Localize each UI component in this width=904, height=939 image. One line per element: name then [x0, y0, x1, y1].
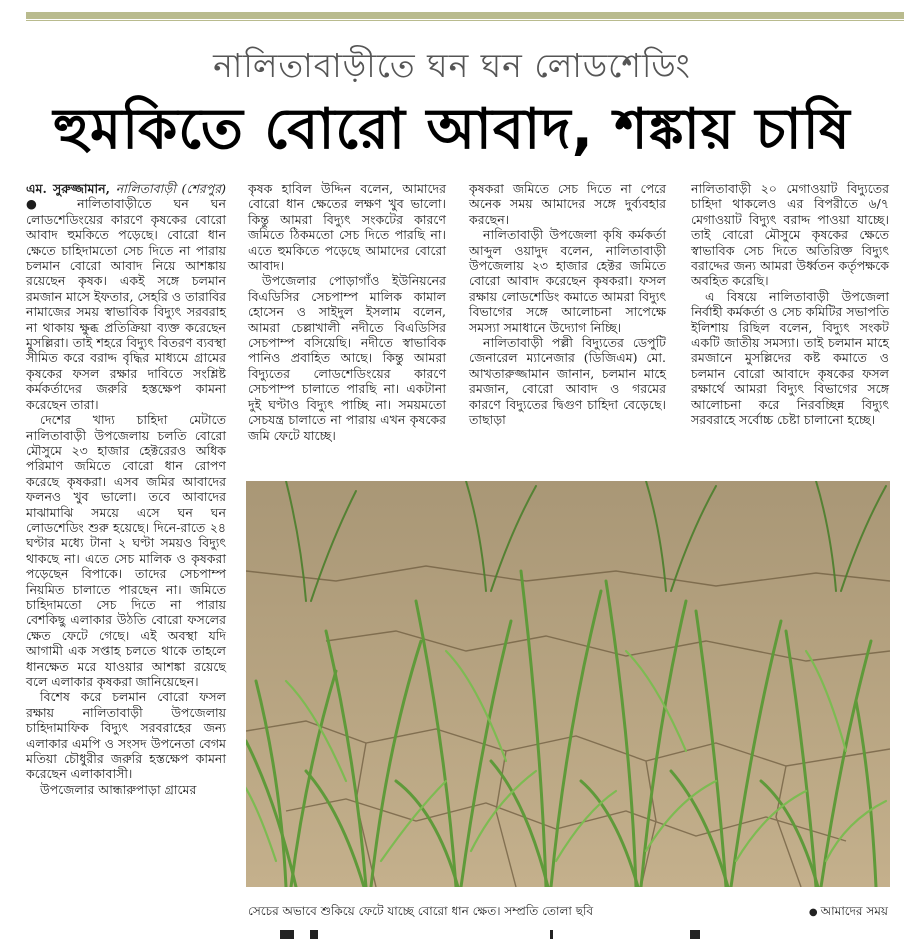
byline-author: এম. সুরুজ্জামান,: [26, 181, 110, 196]
article-column-1: [26, 181, 226, 797]
rice-field-photo: [246, 481, 890, 887]
kicker-subheadline: নালিতাবাড়ীতে ঘন ঘন লোডশেডিং: [213, 46, 691, 85]
paragraph: বিশেষ করে চলমান বোরো ফসল রক্ষায় নালিতাবাড়ী উপজেলায় চাহিদামাফিক বিদ্যুৎ সরবরাহের জন্য এলাকার এমপি ও সংসদ উপনেতা বেগম মতিয়া চৌধুরীর জরুরি হস্তক্ষেপ কামনা করেছেন এলাকাবাসী।: [26, 689, 226, 782]
photo-credit: [809, 903, 888, 923]
top-rule: [26, 12, 904, 19]
paragraph: নালিতাবাড়ী উপজেলা কৃষি কর্মকর্তা আব্দুল ওয়াদুদ বলেন, নালিতাবাড়ী উপজেলায় ২৩ হাজার হেক্টর জমিতে বোরো আবাদ করেছেন কৃষকরা। ফসল রক্ষায় লোডশেডিং কমাতে আমরা বিদ্যুৎ বিভাগের সঙ্গে আলোচনা সাপেক্ষে সমস্যা সমাধানে উদ্যোগ নিচ্ছি।: [469, 227, 666, 335]
paragraph: কৃষকরা জমিতে সেচ দিতে না পেরে অনেক সময় আমাদের সঙ্গে দুর্ব্যবহার করছেন।: [469, 181, 666, 227]
paragraph-text: নালিতাবাড়ীতে ঘন ঘন লোডশেডিংয়ের কারণে কৃষকের বোরো আবাদ হুমকিতে পড়েছে। বোরো ধান ক্ষেতে চাহিদামতো সেচ দিতে না পারায় চলমান বোরো আবাদ নিয়ে আশঙ্কায় রয়েছেন কৃষক। একই সঙ্গে চলমান রমজান মাসে ইফতার, সেহরি ও তারাবির নামাজের সময় স্বাভাবিক বিদ্যুৎ সরবরাহ না থাকায় ক্ষুব্ধ প্রতিক্রিয়া ব্যক্ত করেছেন মুসল্লিরা। তাই শহরে বিদ্যুৎ বিতরণ ব্যবস্থা সীমিত করে বরাদ্দ বৃদ্ধির মাধ্যমে গ্রামের কৃষকের ফসল রক্ষার দাবিতে সংশ্লিষ্ট কর্মকর্তাদের জরুরি হস্তক্ষেপ কামনা করেছেন তারা।: [26, 196, 226, 412]
next-article-cut-off: [250, 930, 750, 939]
paragraph: দেশের খাদ্য চাহিদা মেটাতে নালিতাবাড়ী উপজেলায় চলতি বোরো মৌসুমে ২৩ হাজার হেক্টরেরও অধিক পরিমাণ জমিতে বোরো ধান রোপণ করেছে কৃষকরা। এসব জমির আবাদের ফলনও খুব ভালো। তবে আবাদের মাঝামাঝি সময়ে এসে ঘন ঘন লোডশেডিং শুরু হয়েছে। দিনে-রাতে ২৪ ঘণ্টার মধ্যে টানা ২ ঘণ্টা সময়ও বিদ্যুৎ থাকছে না। এতে সেচ মালিক ও কৃষকরা পড়েছেন বিপাকে। তাদের সেচপাম্প নিয়মিত চালাতে পারছেন না। জমিতে চাহিদামতো সেচ দিতে না পারায় বেশকিছু এলাকার উঠতি বোরো ফসলের ক্ষেত ফেটে গেছে। এই অবস্থা যদি আগামী এক সপ্তাহ চলতে থাকে তাহলে ধানক্ষেত মরে যাওয়ার আশঙ্কা রয়েছে বলে এলাকার কৃষকরা জানিয়েছেন।: [26, 412, 226, 689]
article-column-2: [248, 181, 446, 443]
paragraph: কৃষক হাবিল উদ্দিন বলেন, আমাদের বোরো ধান ক্ষেতের লক্ষণ খুব ভালো। কিন্তু আমরা বিদ্যুৎ সংকটের কারণে জমিতে ঠিকমতো সেচ দিতে পারছি না। এতে হুমকিতে পড়েছে আমাদের বোরো আবাদ।: [248, 181, 446, 274]
article-column-3: [469, 181, 666, 428]
paragraph: নালিতাবাড়ী ২০ মেগাওয়াট বিদ্যুতের চাহিদা থাকলেও এর বিপরীতে ৬/৭ মেগাওয়াট বিদ্যুৎ বরাদ্দ পাওয়া যাচ্ছে। তাই বোরো মৌসুমে কৃষকের ক্ষেতে স্বাভাবিক সেচ দিতে অতিরিক্ত বিদ্যুৎ বরাদ্দের জন্য আমরা উর্ধ্বতন কর্তৃপক্ষকে অবহিত করেছি।: [691, 181, 889, 289]
paragraph: উপজেলার আন্ধারুপাড়া গ্রামের: [40, 781, 197, 797]
paragraph: নালিতাবাড়ী পল্লী বিদ্যুতের ডেপুটি জেনারেল ম্যানেজার (ডিজিএম) মো. আখতারুজ্জামান জানান, চলমান মাহে রমজান, বোরো আবাদ ও গরমের কারণে বিদ্যুতের দ্বিগুণ চাহিদা বেড়েছে। তাছাড়া: [469, 335, 666, 428]
paragraph: এ বিষয়ে নালিতাবাড়ী উপজেলা নির্বাহী কর্মকর্তা ও সেচ কমিটির সভাপতি ইলিশায় রিছিল বলেন, বিদ্যুৎ সংকট একটি জাতীয় সমস্যা। তাই চলমান মাহে রমজানে মুসল্লিদের কষ্ট কমাতে ও চলমান বোরো আবাদে কৃষকের ফসল রক্ষার্থে আমরা বিদ্যুৎ বিভাগের সঙ্গে আলোচনা করে নিরবচ্ছিন্ন বিদ্যুৎ সরবরাহে সর্বোচ্চ চেষ্টা চালানো হচ্ছে।: [691, 288, 889, 428]
photo-credit-text: আমাদের সময়: [820, 904, 888, 918]
bullet-icon: ●: [808, 907, 818, 918]
headline: হুমকিতে বোরো আবাদ, শঙ্কায় চাষি: [53, 97, 851, 162]
photo-caption: সেচের অভাবে শুকিয়ে ফেটে যাচ্ছে বোরো ধান ক্ষেত। সম্প্রতি তোলা ছবি: [248, 904, 594, 918]
byline-location: নালিতাবাড়ী (শেরপুর) ●: [26, 181, 226, 212]
paragraph: উপজেলার পোড়াগাঁও ইউনিয়নের বিএডিসির সেচপাম্প মালিক কামাল হোসেন ও সাইদুল ইসলাম বলেন, আমরা চেল্লাখালী নদীতে বিএডিসির সেচপাম্প বসিয়েছি। নদীতে স্বাভাবিক পানিও প্রবাহিত আছে। কিন্তু আমরা বিদ্যুতের লোডশেডিংয়ের কারণে সেচপাম্প চালাতে পারছি না। একটানা দুই ঘণ্টাও বিদ্যুৎ পাচ্ছি না। সময়মতো সেচযন্ত্র চালাতে না পারায় এখন কৃষকের জমি ফেটে যাচ্ছে।: [248, 273, 446, 443]
paragraph: [26, 181, 226, 412]
rice-field-illustration: [246, 481, 890, 887]
article-column-4: [691, 181, 889, 428]
